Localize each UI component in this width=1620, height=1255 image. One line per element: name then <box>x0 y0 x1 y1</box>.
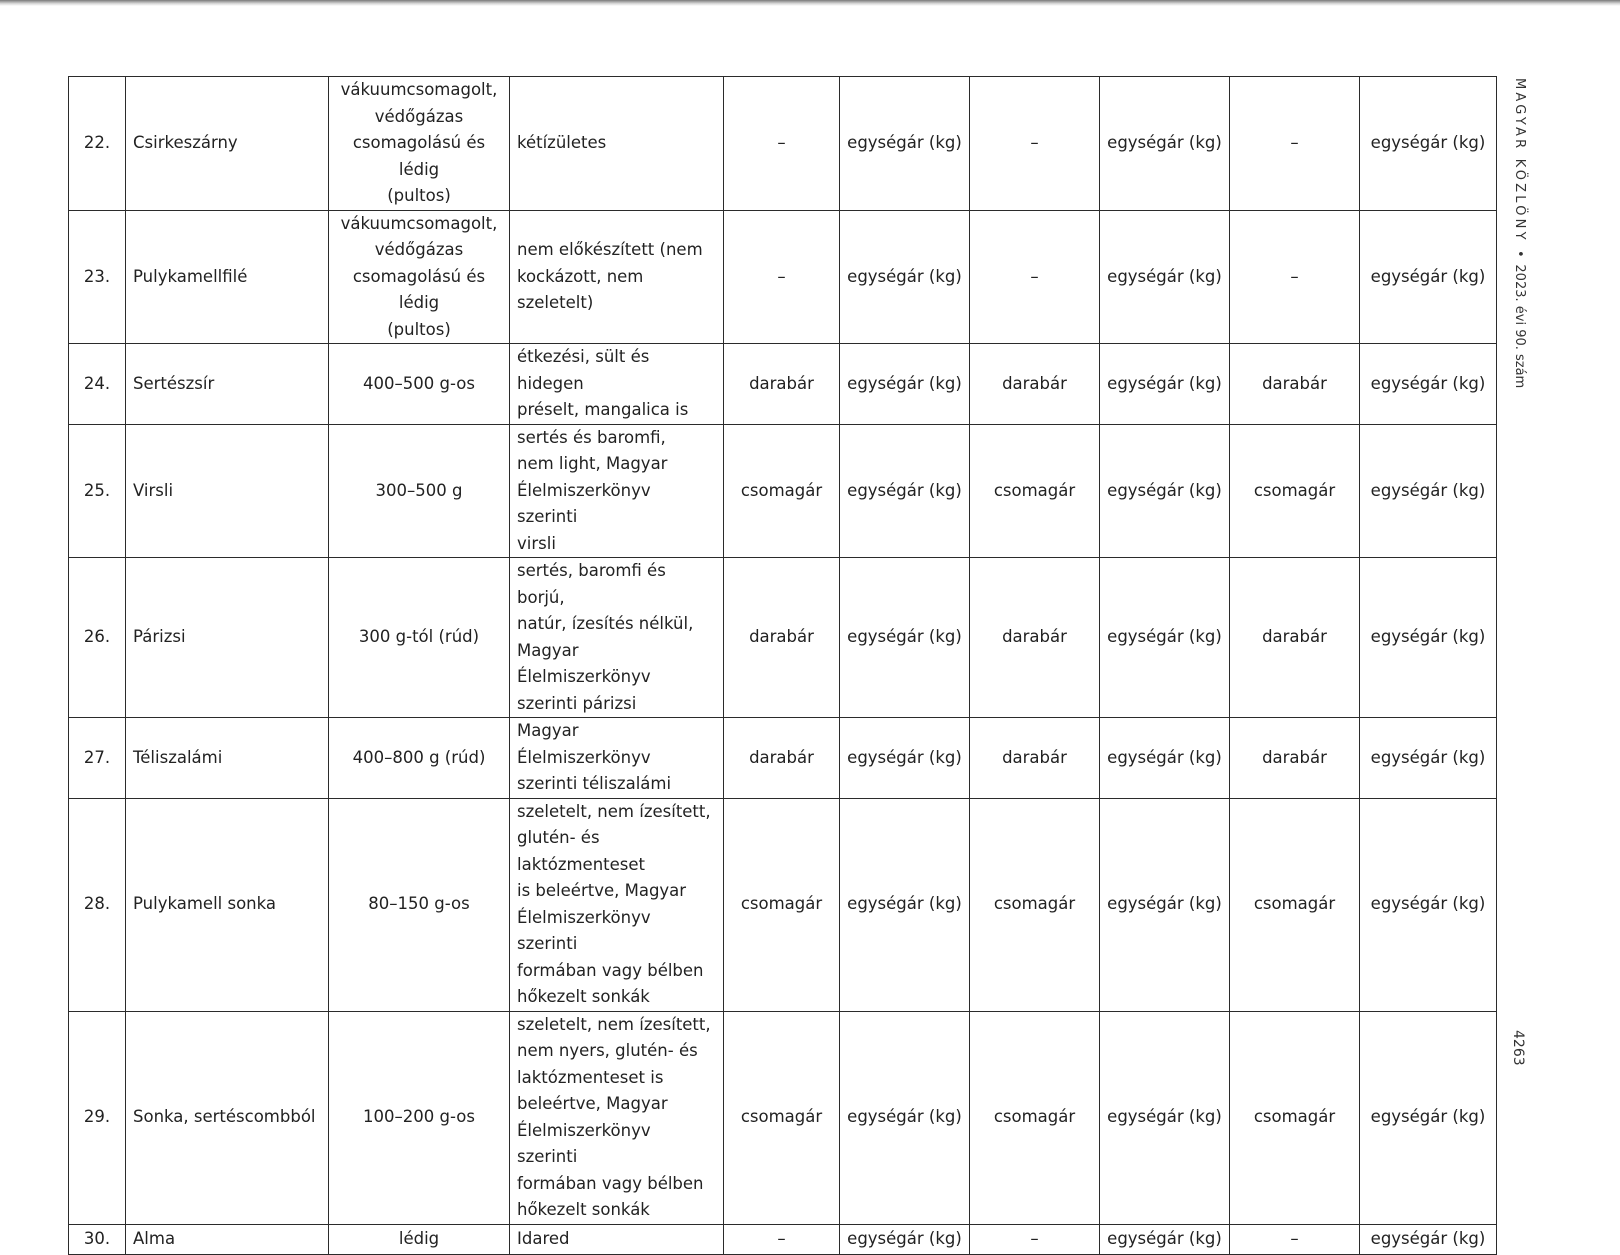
description-line: szerinti téliszalámi <box>517 774 672 793</box>
price-type-cell-1: – <box>724 77 840 211</box>
table-row <box>69 344 1497 425</box>
price-type-cell-1: – <box>724 210 840 344</box>
table-row <box>69 718 1497 799</box>
packaging-line: vákuumcsomagolt, <box>340 80 498 99</box>
packaging-line: 300 g-tól (rúd) <box>358 627 480 647</box>
description-line: Magyar Élelmiszerkönyv <box>517 640 651 686</box>
page-number: 4263 <box>1510 1030 1526 1066</box>
description-line: szeletelt, nem ízesített, <box>517 801 711 821</box>
table-row <box>69 798 1497 1011</box>
packaging-cell <box>329 1224 510 1254</box>
unit-price-cell-2: egységár (kg) <box>1100 798 1230 1011</box>
description-line: nem light, Magyar <box>517 454 668 473</box>
price-type-cell-2: – <box>970 1224 1100 1254</box>
running-header <box>1512 78 1527 388</box>
price-type-cell-3: darabár <box>1230 718 1360 799</box>
product-name-cell: Csirkeszárny <box>126 77 329 211</box>
issue-number: 2023. évi 90. szám <box>1512 264 1527 389</box>
description-line: natúr, ízesítés nélkül, <box>517 614 694 633</box>
unit-price-cell-3: egységár (kg) <box>1360 558 1497 718</box>
packaging-line: csomagolású és lédig <box>352 133 486 179</box>
price-type-cell-3: csomagár <box>1230 424 1360 558</box>
row-number-cell: 24. <box>69 344 126 425</box>
table-row <box>69 558 1497 718</box>
description-line: Élelmiszerkönyv szerinti <box>517 907 651 953</box>
viewer-top-edge <box>0 0 1620 6</box>
packaging-cell <box>329 77 510 211</box>
description-line: sertés, baromfi és borjú, <box>517 561 666 607</box>
unit-price-cell-1: egységár (kg) <box>840 798 970 1011</box>
unit-price-cell-2: egységár (kg) <box>1100 1224 1230 1254</box>
packaging-cell <box>329 718 510 799</box>
unit-price-cell-1: egységár (kg) <box>840 1011 970 1224</box>
price-type-cell-2: – <box>970 77 1100 211</box>
row-number-cell: 25. <box>69 424 126 558</box>
unit-price-cell-2: egységár (kg) <box>1100 210 1230 344</box>
unit-price-cell-3: egységár (kg) <box>1360 718 1497 799</box>
packaging-line: vákuumcsomagolt, <box>340 213 498 233</box>
packaging-line: 300–500 g <box>375 480 463 500</box>
packaging-line: (pultos) <box>387 186 451 205</box>
description-line: kockázott, nem szeletelt) <box>517 266 644 312</box>
price-type-cell-1: csomagár <box>724 798 840 1011</box>
unit-price-cell-2: egységár (kg) <box>1100 424 1230 558</box>
packaging-cell <box>329 344 510 425</box>
description-line: Idared <box>517 1228 570 1248</box>
row-number-cell: 23. <box>69 210 126 344</box>
price-type-cell-3: – <box>1230 77 1360 211</box>
packaging-cell <box>329 424 510 558</box>
unit-price-cell-1: egységár (kg) <box>840 718 970 799</box>
price-type-cell-3: csomagár <box>1230 798 1360 1011</box>
table-body <box>69 77 1497 1255</box>
product-name-cell: Téliszalámi <box>126 718 329 799</box>
price-type-cell-3: csomagár <box>1230 1011 1360 1224</box>
description-line: hőkezelt sonkák <box>517 987 650 1006</box>
row-number-cell: 29. <box>69 1011 126 1224</box>
packaging-line: 80–150 g-os <box>368 894 470 914</box>
packaging-line: 400–800 g (rúd) <box>352 747 486 767</box>
description-line: szeletelt, nem ízesített, <box>517 1014 711 1034</box>
table-row <box>69 1011 1497 1224</box>
table-row <box>69 77 1497 211</box>
price-type-cell-2: csomagár <box>970 424 1100 558</box>
row-number-cell: 28. <box>69 798 126 1011</box>
description-line: laktózmenteset is <box>517 1067 664 1087</box>
price-type-cell-2: csomagár <box>970 798 1100 1011</box>
header-separator: • <box>1512 249 1527 258</box>
description-cell <box>510 1224 724 1254</box>
unit-price-cell-1: egységár (kg) <box>840 424 970 558</box>
description-line: beleértve, Magyar <box>517 1094 668 1113</box>
row-number-cell: 22. <box>69 77 126 211</box>
row-number-cell: 26. <box>69 558 126 718</box>
price-table <box>68 76 1497 1255</box>
unit-price-cell-1: egységár (kg) <box>840 558 970 718</box>
unit-price-cell-3: egységár (kg) <box>1360 1224 1497 1254</box>
packaging-line: 400–500 g-os <box>363 373 475 393</box>
product-name-cell: Párizsi <box>126 558 329 718</box>
unit-price-cell-2: egységár (kg) <box>1100 344 1230 425</box>
description-line: glutén- és laktózmenteset <box>517 828 645 874</box>
unit-price-cell-3: egységár (kg) <box>1360 344 1497 425</box>
price-type-cell-2: darabár <box>970 718 1100 799</box>
table-row <box>69 424 1497 558</box>
unit-price-cell-2: egységár (kg) <box>1100 718 1230 799</box>
unit-price-cell-3: egységár (kg) <box>1360 1011 1497 1224</box>
row-number-cell: 30. <box>69 1224 126 1254</box>
description-cell <box>510 77 724 211</box>
packaging-line: csomagolású és lédig <box>352 266 486 312</box>
price-type-cell-1: darabár <box>724 558 840 718</box>
packaging-line: (pultos) <box>387 319 451 339</box>
table-row <box>69 1224 1497 1254</box>
product-name-cell: Sertészsír <box>126 344 329 425</box>
description-line: kétízületes <box>517 133 607 152</box>
product-name-cell: Sonka, sertéscombból <box>126 1011 329 1224</box>
table-row <box>69 210 1497 344</box>
unit-price-cell-3: egységár (kg) <box>1360 424 1497 558</box>
unit-price-cell-3: egységár (kg) <box>1360 77 1497 211</box>
unit-price-cell-2: egységár (kg) <box>1100 558 1230 718</box>
description-line: étkezési, sült és hidegen <box>517 347 650 393</box>
price-type-cell-2: darabár <box>970 558 1100 718</box>
description-line: hőkezelt sonkák <box>517 1200 650 1219</box>
price-type-cell-3: – <box>1230 1224 1360 1254</box>
price-type-cell-2: – <box>970 210 1100 344</box>
description-cell <box>510 424 724 558</box>
description-cell <box>510 1011 724 1224</box>
description-cell <box>510 344 724 425</box>
description-cell <box>510 558 724 718</box>
unit-price-cell-2: egységár (kg) <box>1100 77 1230 211</box>
description-line: nem nyers, glutén- és <box>517 1041 698 1060</box>
unit-price-cell-3: egységár (kg) <box>1360 798 1497 1011</box>
product-name-cell: Pulykamellfilé <box>126 210 329 344</box>
description-cell <box>510 210 724 344</box>
description-cell <box>510 798 724 1011</box>
row-number-cell: 27. <box>69 718 126 799</box>
packaging-cell <box>329 798 510 1011</box>
packaging-cell <box>329 1011 510 1224</box>
unit-price-cell-1: egységár (kg) <box>840 210 970 344</box>
unit-price-cell-1: egységár (kg) <box>840 1224 970 1254</box>
description-cell <box>510 718 724 799</box>
price-type-cell-2: csomagár <box>970 1011 1100 1224</box>
packaging-cell <box>329 558 510 718</box>
description-line: virsli <box>517 533 556 553</box>
packaging-line: védőgázas <box>374 240 464 259</box>
packaging-line: védőgázas <box>374 106 464 126</box>
description-line: nem előkészített (nem <box>517 240 703 259</box>
unit-price-cell-1: egységár (kg) <box>840 77 970 211</box>
description-line: formában vagy bélben <box>517 960 704 980</box>
unit-price-cell-2: egységár (kg) <box>1100 1011 1230 1224</box>
description-line: Magyar Élelmiszerkönyv <box>517 721 651 767</box>
product-name-cell: Alma <box>126 1224 329 1254</box>
description-line: is beleértve, Magyar <box>517 881 687 900</box>
price-type-cell-1: csomagár <box>724 424 840 558</box>
price-type-cell-2: darabár <box>970 344 1100 425</box>
description-line: formában vagy bélben <box>517 1173 704 1193</box>
journal-title: MAGYAR KÖZLÖNY <box>1512 78 1527 243</box>
packaging-line: 100–200 g-os <box>363 1107 475 1127</box>
packaging-cell <box>329 210 510 344</box>
price-type-cell-3: darabár <box>1230 558 1360 718</box>
price-type-cell-3: darabár <box>1230 344 1360 425</box>
unit-price-cell-1: egységár (kg) <box>840 344 970 425</box>
price-type-cell-3: – <box>1230 210 1360 344</box>
unit-price-cell-3: egységár (kg) <box>1360 210 1497 344</box>
description-line: préselt, mangalica is <box>517 400 689 419</box>
product-name-cell: Pulykamell sonka <box>126 798 329 1011</box>
description-line: sertés és baromfi, <box>517 427 666 447</box>
description-line: Élelmiszerkönyv szerinti <box>517 480 651 526</box>
price-type-cell-1: darabár <box>724 718 840 799</box>
description-line: Élelmiszerkönyv szerinti <box>517 1120 651 1166</box>
price-type-cell-1: darabár <box>724 344 840 425</box>
product-name-cell: Virsli <box>126 424 329 558</box>
price-type-cell-1: csomagár <box>724 1011 840 1224</box>
packaging-line: lédig <box>398 1228 440 1248</box>
description-line: szerinti párizsi <box>517 693 637 713</box>
price-type-cell-1: – <box>724 1224 840 1254</box>
